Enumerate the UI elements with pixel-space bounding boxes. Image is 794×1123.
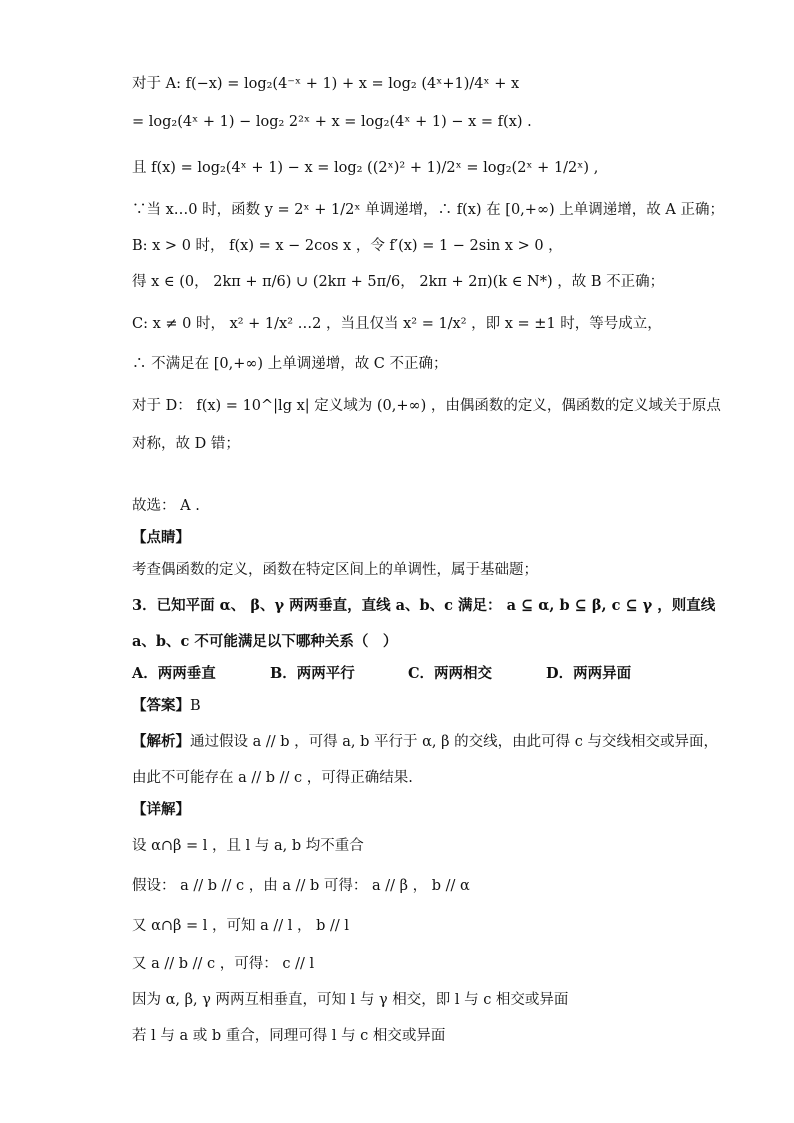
solution-line-a2: = log₂(4ˣ + 1) − log₂ 2²ˣ + x = log₂(4ˣ + 1) − x = f(x) . xyxy=(132,114,532,130)
answer-value: B xyxy=(190,698,201,714)
comment-text: 考查偶函数的定义，函数在特定区间上的单调性，属于基础题； xyxy=(132,562,538,578)
detail-line-2: 假设： a // b // c ，由 a // b 可得： a // β ， b // α xyxy=(132,878,470,894)
analysis-line xyxy=(132,730,718,751)
analysis-line-2: 由此不可能存在 a // b // c ，可得正确结果. xyxy=(132,770,413,786)
answer-choice-line: 故选： A . xyxy=(132,498,200,514)
solution-line-a3: 且 f(x) = log₂(4ˣ + 1) − x = log₂ ((2ˣ)² + 1)/2ˣ = log₂(2ˣ + 1/2ˣ) , xyxy=(132,160,599,176)
detail-line-4: 又 a // b // c ，可得： c // l xyxy=(132,956,315,972)
answer-tag: 【答案】 xyxy=(132,697,190,714)
detail-line-5: 因为 α, β, γ 两两互相垂直，可知 l 与 γ 相交，即 l 与 c 相交或异面 xyxy=(132,992,569,1008)
question-3-stem-cont: a、b、c 不可能满足以下哪种关系（ ） xyxy=(132,633,398,650)
detail-line-3: 又 α∩β = l ，可知 a // l ， b // l xyxy=(132,918,350,934)
option-b: B．两两平行 xyxy=(270,665,355,682)
analysis-tag: 【解析】 xyxy=(132,733,190,750)
analysis-text: 通过假设 a // b ，可得 a, b 平行于 α, β 的交线，由此可得 c 与交线相交或异面， xyxy=(190,734,718,750)
solution-line-b1: B: x > 0 时， f(x) = x − 2cos x ，令 f′(x) = 1 − 2sin x > 0 ， xyxy=(132,238,563,254)
detail-line-6: 若 l 与 a 或 b 重合，同理可得 l 与 c 相交或异面 xyxy=(132,1028,446,1044)
detail-line-1: 设 α∩β = l ，且 l 与 a, b 均不重合 xyxy=(132,838,364,854)
answer-line xyxy=(132,694,201,715)
comment-heading: 【点睛】 xyxy=(132,529,190,546)
option-c: C．两两相交 xyxy=(408,665,493,682)
solution-line-c2: ∴ 不满足在 [0,+∞) 上单调递增，故 C 不正确； xyxy=(132,356,448,372)
solution-line-b2: 得 x ∈ (0， 2kπ + π/6) ∪ (2kπ + 5π/6， 2kπ + 2π)(k ∈ N*) ，故 B 不正确； xyxy=(132,274,665,290)
solution-line-a1: 对于 A: f(−x) = log₂(4⁻ˣ + 1) + x = log₂ (4ˣ+1)/4ˣ + x xyxy=(132,76,520,92)
solution-line-a4: ∵当 x…0 时，函数 y = 2ˣ + 1/2ˣ 单调递增，∴ f(x) 在 [0,+∞) 上单调递增，故 A 正确； xyxy=(132,202,724,218)
solution-line-d2: 对称，故 D 错； xyxy=(132,436,240,452)
option-d: D．两两异面 xyxy=(546,665,632,682)
solution-line-c1: C: x ≠ 0 时， x² + 1/x² …2 ，当且仅当 x² = 1/x² ，即 x = ±1 时，等号成立， xyxy=(132,316,662,332)
option-a: A．两两垂直 xyxy=(132,665,216,682)
solution-line-d1: 对于 D： f(x) = 10^|lg x| 定义域为 (0,+∞) ，由偶函数的定义，偶函数的定义域关于原点 xyxy=(132,398,721,414)
question-3-stem: 3．已知平面 α、 β、γ 两两垂直，直线 a、b、c 满足： a ⊆ α, b ⊆ β, c ⊆ γ ，则直线 xyxy=(132,597,716,614)
detail-heading: 【详解】 xyxy=(132,801,190,818)
